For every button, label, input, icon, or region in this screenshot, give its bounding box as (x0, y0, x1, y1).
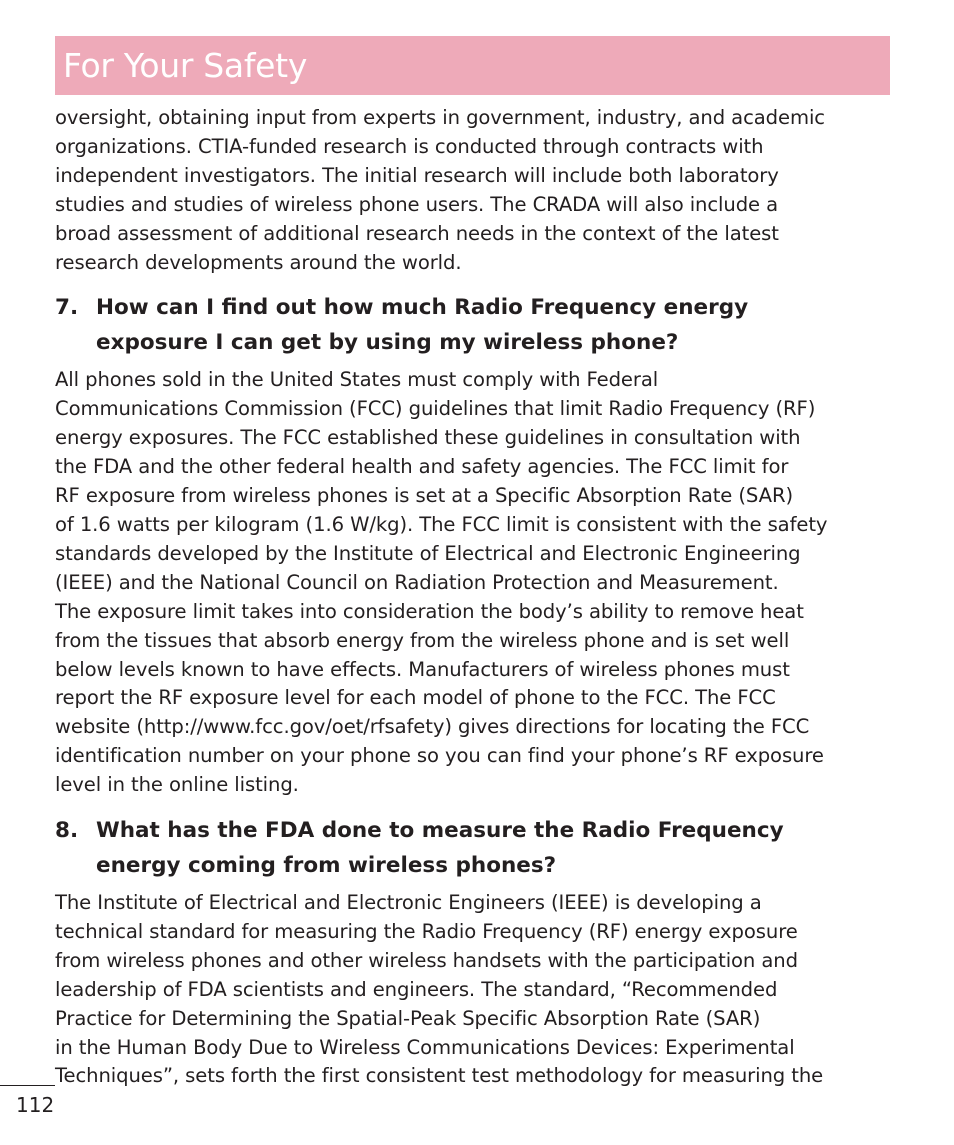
page-title: For Your Safety (63, 46, 308, 85)
page-number: 112 (16, 1093, 55, 1117)
section-header-band (55, 36, 890, 95)
question-7-heading (55, 290, 895, 360)
question-8-number: 8. (55, 818, 79, 844)
question-7-text: How can I find out how much Radio Frequency energy exposure I can get by using my wireless phone? (96, 295, 749, 356)
question-7-number: 7. (55, 295, 79, 321)
answer-8-paragraph: The Institute of Electrical and Electronic Engineers (IEEE) is developing a technical standard for measuring the Radio Frequency (RF) energy exposure from wireless phones and other wireless handsets with the participation and leadership of FDA scientists and engineers. The standard, “Recommended Practice for Determining the Spatial-Peak Specific Absorption Rate (SAR) in the Human Body Due to Wireless Communications Devices: Experimental Techniques”, sets forth the first consistent test methodology for measuring the (55, 891, 824, 1088)
page-content (55, 104, 895, 1091)
intro-paragraph: oversight, obtaining input from experts in government, industry, and academic organizations. CTIA-funded research is conducted through contracts with independent investigators. The initial research will include both laboratory studies and studies of wireless phone users. The CRADA will also include a broad assessment of additional research needs in the context of the latest research developments around the world. (55, 106, 825, 274)
question-8-heading (55, 813, 895, 883)
answer-7-paragraph: All phones sold in the United States must comply with Federal Communications Commission (FCC) guidelines that limit Radio Frequency (RF) energy exposures. The FCC established these guidelines in consultation with the FDA and the other federal health and safety agencies. The FCC limit for RF exposure from wireless phones is set at a Specific Absorption Rate (SAR) of 1.6 watts per kilogram (1.6 W/kg). The FCC limit is consistent with the safety standards developed by the Institute of Electrical and Electronic Engineering (IEEE) and the National Council on Radiation Protection and Measurement. The exposure limit takes into consideration the body’s ability to remove heat from the tissues that absorb energy from the wireless phone and is set well below levels known to have effects. Manufacturers of wireless phones must report the RF exposure level for each model of phone to the FCC. The FCC website (http://www.fcc.gov/oet/rfsafety) gives directions for locating the FCC identification number on your phone so you can find your phone’s RF exposure level in the online listing. (55, 368, 828, 797)
question-8-text: What has the FDA done to measure the Radio Frequency energy coming from wireless phones? (96, 818, 784, 879)
footer-divider (0, 1085, 55, 1086)
